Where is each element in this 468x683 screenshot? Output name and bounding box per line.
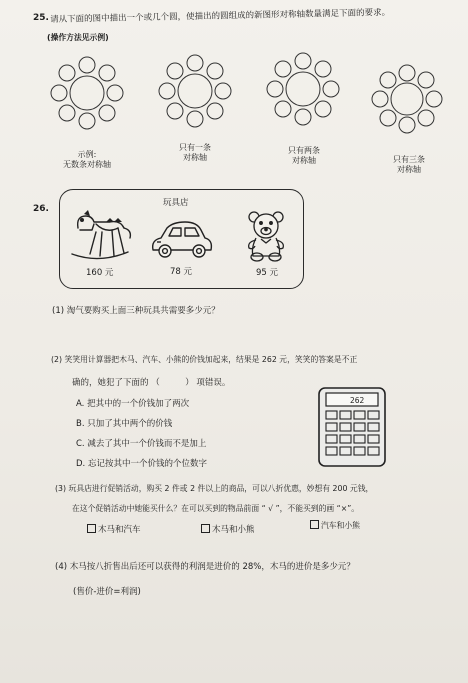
option-d: D. 忘记按其中一个价钱的个位数字: [76, 459, 207, 469]
q26-part4: (4) 木马按八折售出后还可以获得的利润是进价的 28%，木马的进价是多少元？: [55, 562, 355, 572]
price-rocking-horse: 160 元: [86, 268, 114, 278]
q26-part1: (1) 淘气要购买上面三种玩具共需要多少元？: [52, 306, 220, 316]
toy-shop-title: 玩具店: [163, 198, 189, 208]
q26-hint: (售价-进价=利润): [73, 587, 141, 597]
price-teddy-bear: 95 元: [256, 268, 279, 278]
q26-number: 26.: [33, 204, 49, 214]
choice-car-bear[interactable]: 汽车和小熊: [310, 520, 360, 531]
car-icon: [147, 218, 217, 263]
option-a: A. 把其中的一个价钱加了两次: [76, 399, 190, 409]
q25-method-note: (操作方法见示例): [47, 33, 109, 42]
checkbox-icon[interactable]: [87, 524, 96, 533]
price-car: 78 元: [170, 267, 193, 277]
caption-example: 示例: 无数条对称轴: [63, 150, 111, 169]
q25-number: 25.: [33, 13, 49, 23]
circle-figure-three-axes[interactable]: [0, 0, 468, 150]
option-b: B. 只加了其中两个的价钱: [76, 419, 173, 429]
q26-part2-line2: 确的，她犯了下面的 （ ） 项错误。: [72, 378, 231, 388]
option-c: C. 减去了其中一个价钱而不是加上: [76, 439, 207, 449]
checkbox-icon[interactable]: [201, 524, 210, 533]
rocking-horse-icon: [66, 208, 136, 263]
q25-instruction: 请从下面的图中描出一个或几个圆，使描出的圆组成的新图形对称轴数量满足下面的要求。: [50, 7, 391, 25]
q26-part3-line2: 在这个促销活动中她能买什么？在可以买到的物品前面 “ √ ”，不能买到的画 “×”。: [72, 504, 360, 513]
caption-two-axes: 只有两条 对称轴: [288, 146, 320, 165]
choice-horse-car[interactable]: 木马和汽车: [87, 523, 141, 535]
q26-part2-line1: (2) 笑笑用计算器把木马、汽车、小熊的价钱加起来，结果是 262 元，笑笑的答案是不正: [51, 355, 358, 364]
calculator-display: 262: [350, 396, 365, 405]
checkbox-icon[interactable]: [310, 520, 319, 529]
teddy-bear-icon: [243, 208, 293, 263]
choice-horse-bear[interactable]: 木马和小熊: [201, 523, 255, 535]
q26-part3-line1: (3) 玩具店进行促销活动，购买 2 件或 2 件以上的商品，可以八折优惠，妙想有 200 元钱，: [55, 484, 374, 493]
caption-one-axis: 只有一条 对称轴: [179, 143, 211, 162]
caption-three-axes: 只有三条 对称轴: [393, 155, 425, 174]
